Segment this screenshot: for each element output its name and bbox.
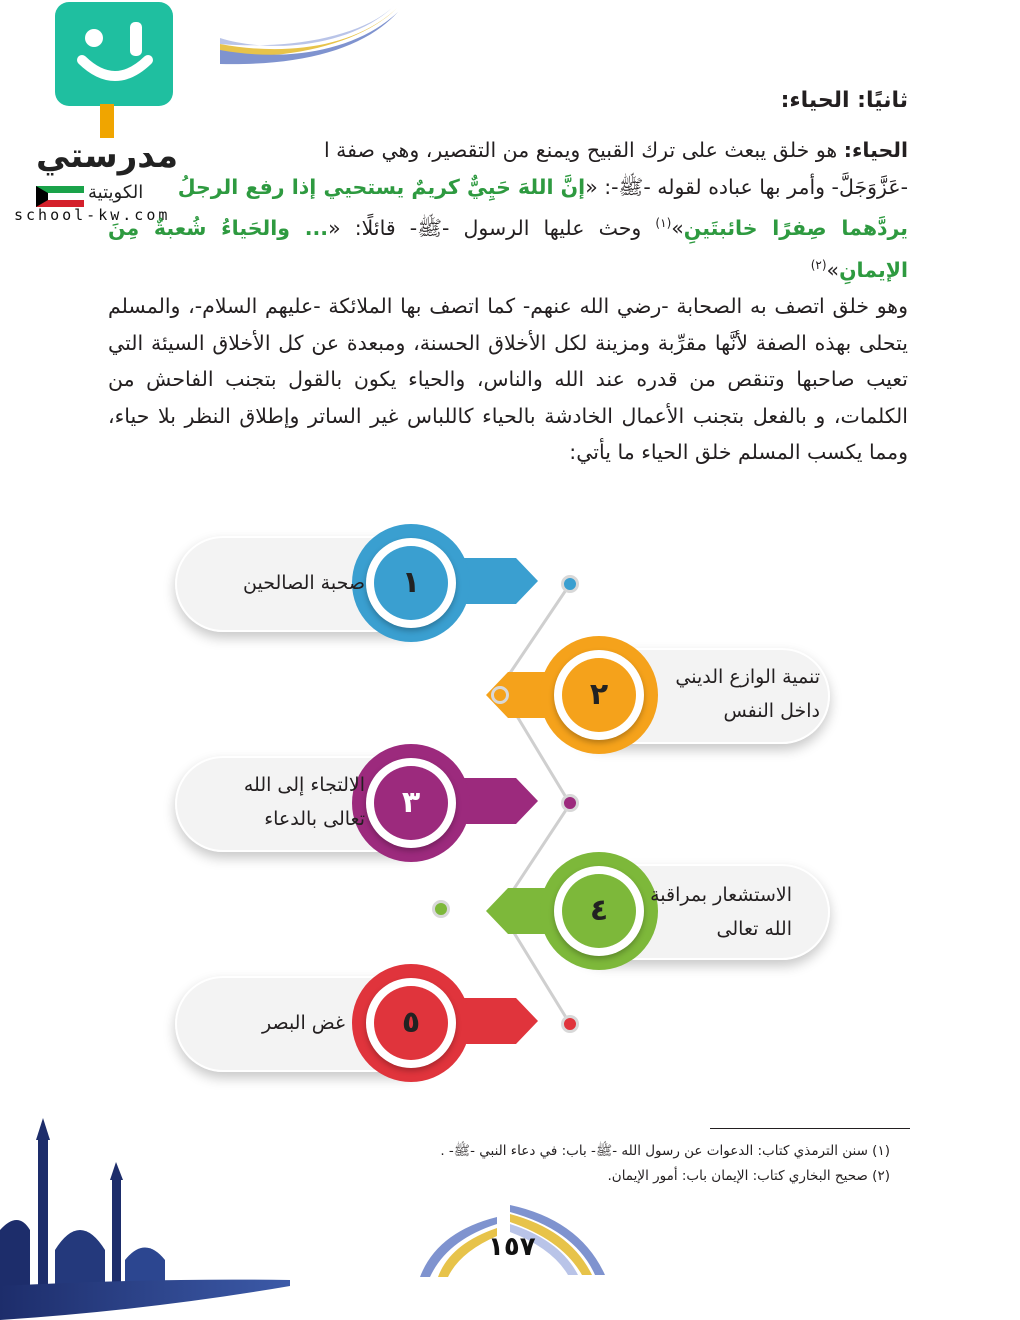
step-4-label: الاستشعار بمراقبة الله تعالى <box>650 884 792 940</box>
page-number: ١٥٧ <box>488 1232 536 1262</box>
step-4-dot <box>432 900 450 918</box>
paragraph-body: وهو خلق اتصف به الصحابة -رضي الله عنهم- كما اتصف بها الملائكة -عليهم السلام-، والمسلم يتحلى بهذه الصفة لأنَّها مقرِّبة ومزينة لكل الأخلاق الحسنة، ومبعدة عن كل الأخلاق السيئة التي تعيب صاحبها وتنقص من قدره عند الله والناس، والحياء يكون بالقول بتجنب الفاحش من الكلمات، و بالفعل بتجنب الأعمال الخادشة بالحياء كاللباس غير الساتر وإطلاق النظر بلا حياء، ومما يكسب المسلم خلق الحياء ما يأتي: <box>108 294 908 465</box>
step-4-number: ٤ <box>589 893 609 928</box>
quote-close-2: » <box>826 257 840 282</box>
logo-sub-name: الكويتية <box>88 182 144 203</box>
footnote-ref-1: (١) <box>655 216 672 231</box>
hadith-quote-2: ... والحَياءُ شُعبةٌ مِنَ الإيمانِ <box>108 216 908 282</box>
step-3-badge <box>352 744 470 862</box>
footnote-2: (٢) صحيح البخاري كتاب: الإيمان باب: أمور الإيمان. <box>607 1168 890 1184</box>
section-heading: ثانيًا: الحياء: <box>780 88 908 113</box>
step-4-badge <box>540 852 658 970</box>
step-1-dot <box>561 575 579 593</box>
step-5-dot <box>561 1015 579 1033</box>
step-3-label: الالتجاء إلى الله تعالى بالدعاء <box>243 774 365 830</box>
step-3-number: ٣ <box>401 785 421 820</box>
step-3-dot <box>561 794 579 812</box>
mosque-silhouette <box>0 1110 300 1320</box>
logo-brand-name: مدرستي <box>36 136 178 176</box>
footnote-1: (١) سنن الترمذي كتاب: الدعوات عن رسول الله -ﷺ- باب: في دعاء النبي -ﷺ- . <box>440 1143 890 1159</box>
step-1-label: صحبة الصالحين <box>243 572 365 594</box>
logo-url: school-kw.com <box>14 206 171 224</box>
logo-smile-icon <box>70 14 160 94</box>
hadith-quote-1: إنَّ اللهَ حَيِيٌّ كريمٌ يستحيي إذا رفع الرجلُ <box>177 174 586 199</box>
step-2-label: تنمية الوازع الديني داخل النفس <box>675 666 820 722</box>
paragraph-line-3: وحث عليها الرسول -ﷺ- قائلًا: « <box>328 216 656 241</box>
step-2-number: ٢ <box>589 677 609 712</box>
step-2-badge <box>540 636 658 754</box>
kuwait-flag-icon <box>36 186 84 207</box>
footnote-ref-2: (٢) <box>810 257 827 272</box>
step-2-dot <box>491 686 509 704</box>
term-label: الحياء: <box>843 138 908 162</box>
quote-close-1: » <box>671 216 684 241</box>
step-5-label: غض البصر <box>261 1012 345 1034</box>
step-5-number: ٥ <box>401 1005 421 1040</box>
paragraph-line-1: هو خلق يبعث على ترك القبيح ويمنع من التقصير، وهي صفة ا <box>323 138 844 162</box>
top-swoosh-decoration <box>215 0 405 70</box>
step-1-badge <box>352 524 470 642</box>
step-5-badge <box>352 964 470 1082</box>
footnote-divider <box>710 1128 910 1129</box>
step-1-number: ١ <box>401 565 421 600</box>
body-paragraph <box>108 132 908 471</box>
hadith-quote-1-end: يردَّهما صِفرًا خائبتَينِ <box>683 216 908 241</box>
paragraph-line-2: -عَزَّوَجَلَّ- وأمر بها عباده لقوله -ﷺ-: « <box>585 174 908 199</box>
